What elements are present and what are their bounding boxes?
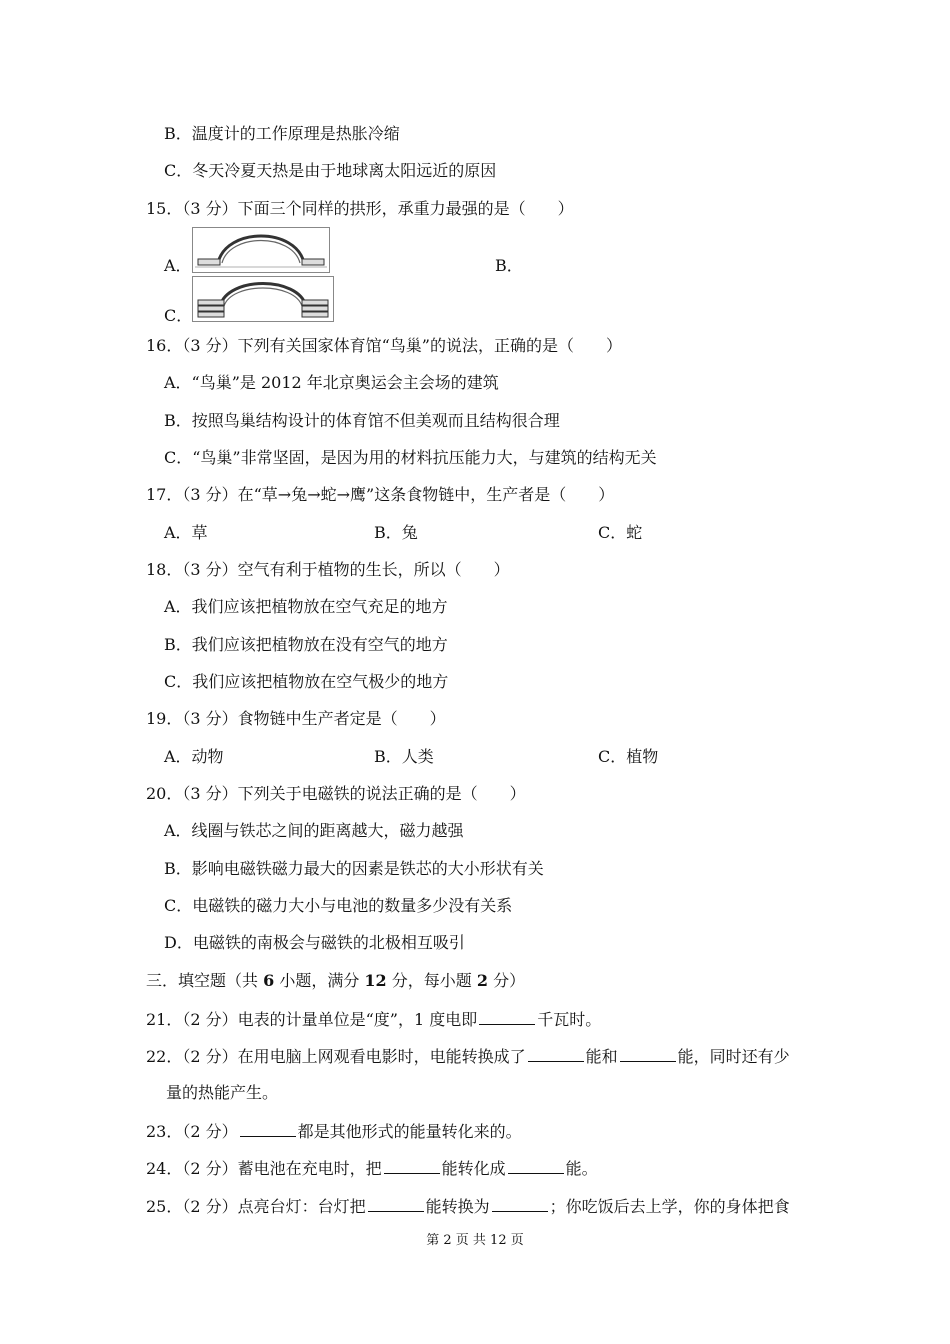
answer-blank[interactable] <box>368 1195 424 1212</box>
q17-option-a: A．草 <box>164 523 208 542</box>
q24: 24．（2 分）蓄电池在充电时，把 能转化成 能。 <box>146 1159 598 1178</box>
answer-blank[interactable] <box>479 1008 535 1025</box>
q16-stem: 16．（3 分）下列有关国家体育馆“鸟巢”的说法，正确的是（ ） <box>146 336 622 355</box>
q18-option-b: B．我们应该把植物放在没有空气的地方 <box>164 635 448 654</box>
q18-option-c: C．我们应该把植物放在空气极少的地方 <box>164 672 449 691</box>
q18-stem: 18．（3 分）空气有利于植物的生长，所以（ ） <box>146 560 510 579</box>
arch-diagram-a <box>192 227 330 273</box>
q20-stem: 20．（3 分）下列关于电磁铁的说法正确的是（ ） <box>146 784 526 803</box>
q22: 22．（2 分）在用电脑上网观看电影时，电能转换成了 能和 能，同时还有少 <box>146 1047 790 1066</box>
q19-option-c: C．植物 <box>598 747 659 766</box>
answer-blank[interactable] <box>240 1120 296 1137</box>
answer-blank[interactable] <box>528 1045 584 1062</box>
q15-option-b-label: B． <box>495 256 523 275</box>
q19-option-a: A．动物 <box>164 747 224 766</box>
q19-stem: 19．（3 分）食物链中生产者定是（ ） <box>146 709 446 728</box>
q17-option-b: B．兔 <box>374 523 418 542</box>
q22-continuation: 量的热能产生。 <box>166 1083 279 1102</box>
arch-diagram-c <box>192 276 334 322</box>
q21: 21．（2 分）电表的计量单位是“度”，1 度电即 千瓦时。 <box>146 1010 602 1029</box>
q20-option-b: B．影响电磁铁磁力最大的因素是铁芯的大小形状有关 <box>164 859 544 878</box>
answer-blank[interactable] <box>384 1157 440 1174</box>
page-footer: 第 2 页 共 12 页 <box>426 1233 524 1248</box>
q18-option-a: A．我们应该把植物放在空气充足的地方 <box>164 597 448 616</box>
q25: 25．（2 分）点亮台灯：台灯把 能转换为 ；你吃饭后去上学，你的身体把食 <box>146 1197 790 1216</box>
q19-option-b: B．人类 <box>374 747 434 766</box>
q20-option-c: C．电磁铁的磁力大小与电池的数量多少没有关系 <box>164 896 513 915</box>
q20-option-d: D．电磁铁的南极会与磁铁的北极相互吸引 <box>164 933 465 952</box>
q20-option-a: A．线圈与铁芯之间的距离越大，磁力越强 <box>164 821 464 840</box>
answer-blank[interactable] <box>508 1157 564 1174</box>
q16-option-a: A．“鸟巢”是 2012 年北京奥运会主会场的建筑 <box>164 373 499 392</box>
q16-option-c: C．“鸟巢”非常坚固，是因为用的材料抗压能力大，与建筑的结构无关 <box>164 448 657 467</box>
section-3-heading: 三．填空题（共 6 小题，满分 12 分，每小题 2 分） <box>146 971 526 990</box>
q14-option-c: C．冬天冷夏天热是由于地球离太阳远近的原因 <box>164 161 497 180</box>
q16-option-b: B．按照鸟巢结构设计的体育馆不但美观而且结构很合理 <box>164 411 560 430</box>
q15-stem: 15．（3 分）下面三个同样的拱形，承重力最强的是（ ） <box>146 199 574 218</box>
q17-stem: 17．（3 分）在“草→兔→蛇→鹰”这条食物链中，生产者是（ ） <box>146 485 615 504</box>
q15-option-a-label: A． <box>164 256 192 275</box>
q14-option-b: B．温度计的工作原理是热胀冷缩 <box>164 124 400 143</box>
q23: 23．（2 分） 都是其他形式的能量转化来的。 <box>146 1122 522 1141</box>
answer-blank[interactable] <box>620 1045 676 1062</box>
answer-blank[interactable] <box>492 1195 548 1212</box>
q17-option-c: C．蛇 <box>598 523 643 542</box>
q15-option-c-label: C． <box>164 306 193 325</box>
